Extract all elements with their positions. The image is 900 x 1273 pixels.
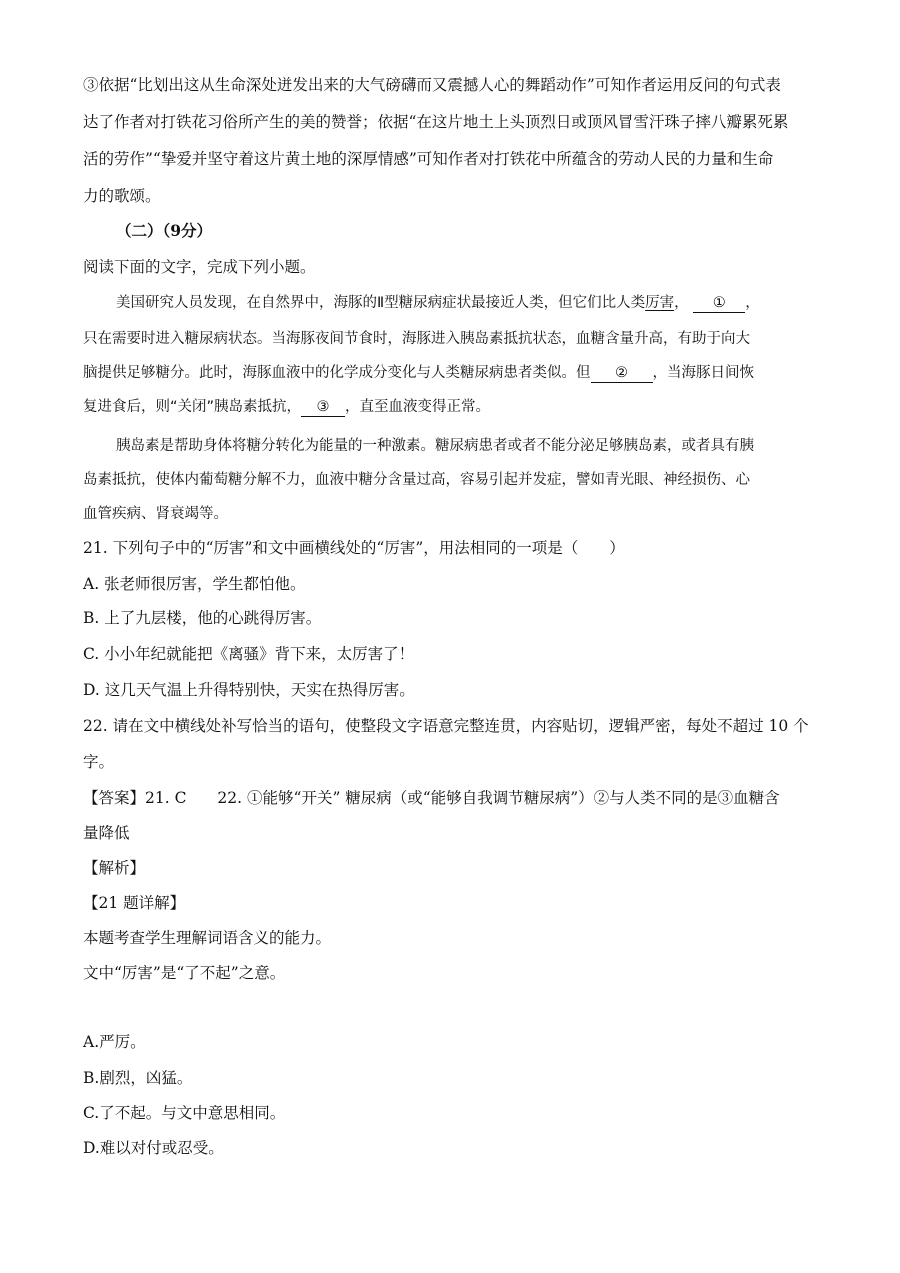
question-stem: 21. 下列句子中的“厉害”和文中画横线处的“厉害”，用法相同的一项是（ ） — [83, 539, 625, 557]
passage-line: 胰岛素是帮助身体将糖分转化为能量的一种激素。糖尿病患者或者不能分泌足够胰岛素，或者具有胰 — [116, 438, 754, 454]
blank-3: ③ — [301, 398, 345, 417]
detail-text: 本题考查学生理解词语含义的能力。 — [83, 929, 332, 947]
detail-label: 【21 题详解】 — [83, 894, 186, 912]
question-stem: 22. 请在文中横线处补写恰当的语句，使整段文字语意完整连贯，内容贴切，逻辑严密，每处不超过 10 个 — [83, 717, 809, 735]
passage-text: ， — [674, 295, 689, 311]
detail-text: 文中“厉害”是“了不起”之意。 — [83, 964, 286, 982]
option-a: A. 张老师很厉害，学生都怕他。 — [83, 575, 306, 593]
blank-1: ① — [693, 294, 745, 313]
passage-text: ，当海豚日间恢 — [652, 365, 754, 381]
analysis-line: 达了作者对打铁花习俗所产生的美的赞誉；依据“在这片地土上头顶烈日或顶风冒雪汗珠子摔八瓣累死累 — [83, 113, 789, 131]
passage-text: 脑提供足够糖分。此时，海豚血液中的化学成分变化与人类糖尿病患者类似。但 — [83, 365, 591, 381]
passage-text: ，直至血液变得正常。 — [345, 399, 491, 415]
explanation-a: A.严厉。 — [83, 1033, 146, 1051]
analysis-label: 【解析】 — [83, 859, 146, 877]
passage-line: 血管疾病、肾衰竭等。 — [83, 506, 228, 522]
explanation-d: D.难以对付或忍受。 — [83, 1139, 224, 1157]
question-stem: 字。 — [83, 753, 115, 771]
passage-line — [83, 363, 754, 383]
passage-line: 岛素抵抗，使体内葡萄糖分解不力，血液中糖分含量过高，容易引起并发症，譬如青光眼、神经损伤、心 — [83, 472, 750, 488]
analysis-line: 活的劳作”“挚爱并坚守着这片黄土地的深厚情感”可知作者对打铁花中所蕴含的劳动人民的力量和生命 — [83, 150, 774, 168]
passage-line — [116, 293, 760, 313]
option-b: B. 上了九层楼，他的心跳得厉害。 — [83, 609, 322, 627]
analysis-line: 力的歌颂。 — [83, 187, 161, 205]
underlined-word: 厉害 — [645, 295, 675, 311]
passage-text: ， — [745, 295, 760, 311]
option-c: C. 小小年纪就能把《离骚》背下来，太厉害了！ — [83, 645, 415, 663]
option-d: D. 这几天气温上升得特别快，天实在热得厉害。 — [83, 681, 415, 699]
passage-line: 只在需要时进入糖尿病状态。当海豚夜间节食时，海豚进入胰岛素抵抗状态，血糖含量升高，有助于向大 — [83, 331, 750, 347]
instruction: 阅读下面的文字，完成下列小题。 — [83, 258, 316, 276]
section-title: （二）（9分） — [116, 221, 213, 240]
answer-line: 【答案】21. C 22. ①能够“开关” 糖尿病（或“能够自我调节糖尿病”）②与人类不同的是③血糖含 — [83, 789, 780, 807]
passage-line — [83, 397, 490, 417]
explanation-c: C.了不起。与文中意思相同。 — [83, 1104, 286, 1122]
blank-2: ② — [591, 364, 653, 383]
passage-text: 美国研究人员发现，在自然界中，海豚的Ⅱ型糖尿病症状最接近人类，但它们比人类 — [116, 295, 646, 311]
explanation-b: B.剧烈，凶猛。 — [83, 1069, 193, 1087]
analysis-line: ③依据“比划出这从生命深处迸发出来的大气磅礴而又震撼人心的舞蹈动作”可知作者运用反问的句式表 — [83, 76, 781, 94]
answer-line: 量降低 — [83, 824, 130, 842]
passage-text: 复进食后，则“关闭”胰岛素抵抗， — [83, 399, 302, 415]
